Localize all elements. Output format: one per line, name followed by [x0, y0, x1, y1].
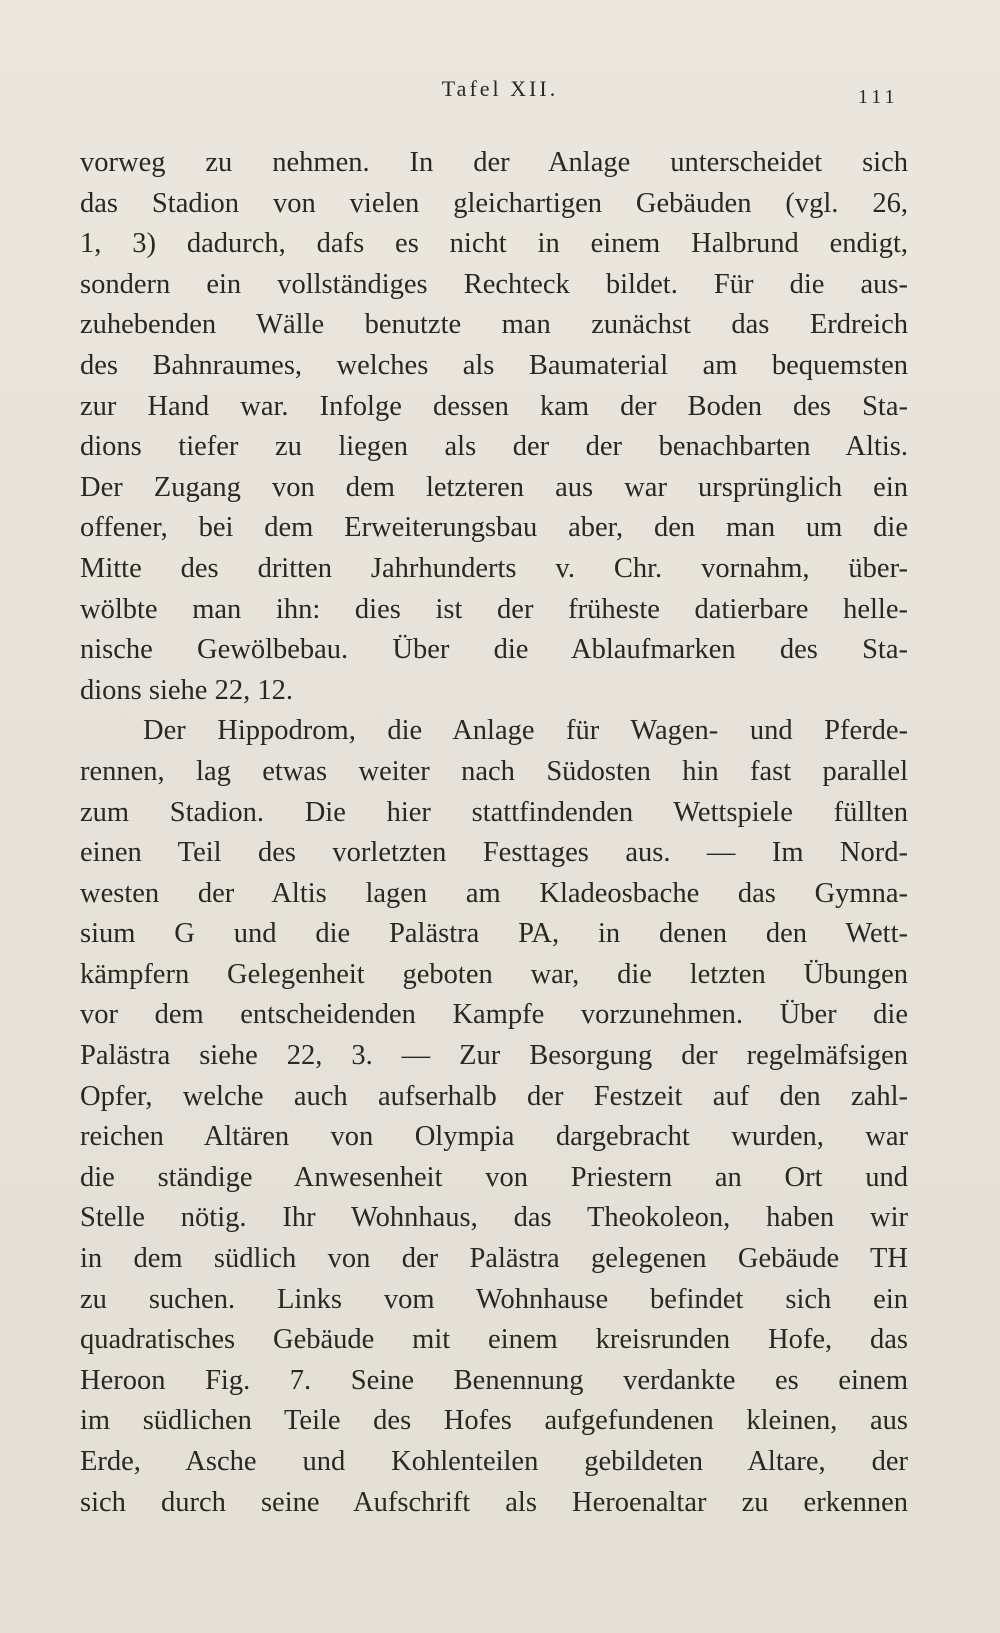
text-line: Der Zugang von dem letzteren aus war ursprünglich ein: [80, 471, 908, 503]
text-line: offener, bei dem Erweiterungsbau aber, den man um die: [80, 512, 908, 544]
text-line: Opfer, welche auch aufserhalb der Festzeit auf den zahl-: [80, 1080, 908, 1112]
text-line: 1, 3) dadurch, dafs es nicht in einem Halbrund endigt,: [80, 228, 908, 260]
body-text: [80, 143, 908, 1523]
text-line: dions siehe 22, 12.: [80, 674, 293, 706]
text-line: in dem südlich von der Palästra gelegenen Gebäude TH: [80, 1243, 908, 1275]
text-line: vor dem entscheidenden Kampfe vorzunehmen. Über die: [80, 999, 908, 1031]
text-line: dions tiefer zu liegen als der der benachbarten Altis.: [80, 431, 908, 463]
text-line: reichen Altären von Olympia dargebracht wurden, war: [80, 1121, 908, 1153]
text-line: Heroon Fig. 7. Seine Benennung verdankte es einem: [80, 1364, 908, 1396]
page-number: 111: [858, 86, 899, 108]
text-line: die ständige Anwesenheit von Priestern an Ort und: [80, 1161, 908, 1193]
text-line: vorweg zu nehmen. In der Anlage unterscheidet sich: [80, 147, 908, 178]
text-line: nische Gewölbebau. Über die Ablaufmarken des Sta-: [80, 634, 908, 666]
text-line: zur Hand war. Infolge dessen kam der Boden des Sta-: [80, 390, 908, 422]
text-line: sondern ein vollständiges Rechteck bildet. Für die aus-: [80, 268, 908, 300]
text-line: quadratisches Gebäude mit einem kreisrunden Hofe, das: [80, 1324, 908, 1356]
paragraph-1: [80, 143, 908, 711]
text-line: im südlichen Teile des Hofes aufgefundenen kleinen, aus: [80, 1405, 908, 1437]
text-line: Erde, Asche und Kohlenteilen gebildeten Altare, der: [80, 1446, 908, 1477]
text-line: kämpfern Gelegenheit geboten war, die letzten Übungen: [80, 958, 908, 990]
text-line: westen der Altis lagen am Kladeosbache das Gymna-: [80, 877, 908, 909]
text-line: einen Teil des vorletzten Festtages aus. — Im Nord-: [80, 837, 908, 869]
text-line: des Bahnraumes, welches als Baumaterial am bequemsten: [80, 349, 908, 381]
text-line: zuhebenden Wälle benutzte man zunächst das Erdreich: [80, 309, 908, 341]
text-line: das Stadion von vielen gleichartigen Gebäuden (vgl. 26,: [80, 187, 908, 219]
text-line: sich durch seine Aufschrift als Heroenaltar zu erkennen: [80, 1486, 908, 1518]
paragraph-2: [80, 711, 908, 1523]
text-line: rennen, lag etwas weiter nach Südosten hin fast parallel: [80, 755, 908, 787]
text-line: Stelle nötig. Ihr Wohnhaus, das Theokoleon, haben wir: [80, 1202, 908, 1234]
text-line: Der Hippodrom, die Anlage für Wagen- und Pferde-: [143, 715, 908, 747]
text-line: Mitte des dritten Jahrhunderts v. Chr. vornahm, über-: [80, 552, 908, 584]
text-line: wölbte man ihn: dies ist der früheste datierbare helle-: [80, 593, 908, 625]
text-line: zum Stadion. Die hier stattfindenden Wettspiele füllten: [80, 796, 908, 828]
text-line: sium G und die Palästra PA, in denen den Wett-: [80, 918, 908, 950]
text-line: zu suchen. Links vom Wohnhause befindet sich ein: [80, 1283, 908, 1315]
text-line: Palästra siehe 22, 3. — Zur Besorgung der regelmäfsigen: [80, 1040, 908, 1072]
running-header: Tafel XII.: [441, 76, 559, 101]
